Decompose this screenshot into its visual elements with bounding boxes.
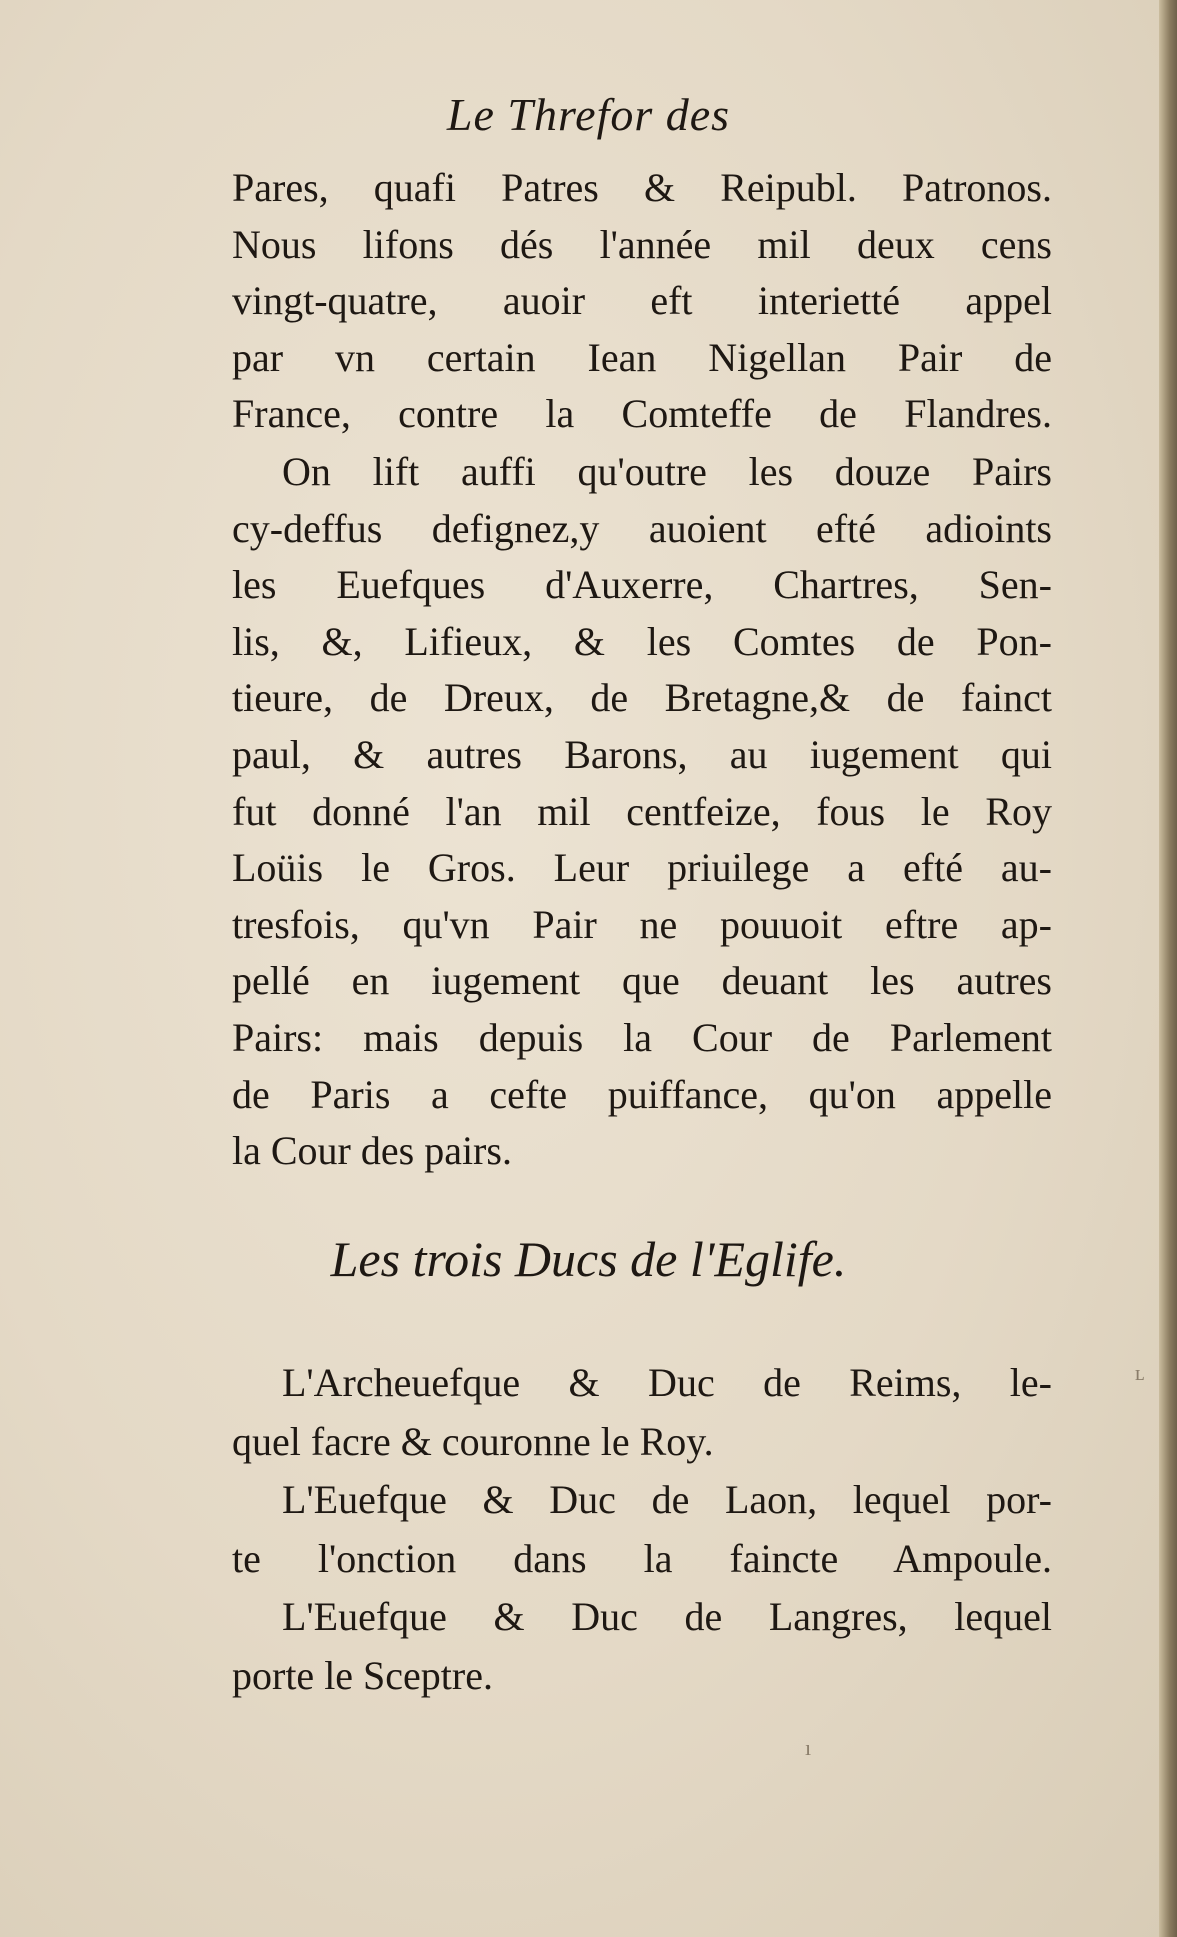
- paragraph-privilege: [232, 444, 1052, 1180]
- text-line: L'Euefque & Duc de Langres, lequel: [282, 1594, 1052, 1639]
- text-line: quel facre & couronne le Roy.: [232, 1418, 714, 1464]
- text-line: fut donné l'an mil centfeize, fous le Roy: [232, 788, 1052, 834]
- paper-speck: ı: [805, 1735, 812, 1760]
- text-line: te l'onction dans la faincte Ampoule.: [232, 1535, 1052, 1581]
- text-line: la Cour des pairs.: [232, 1128, 512, 1174]
- text-line: pellé en iugement que deuant les autres: [232, 958, 1052, 1004]
- binding-edge: [1159, 0, 1177, 1937]
- text-line: L'Archeuefque & Duc de Reims, le-: [282, 1360, 1052, 1405]
- text-line: paul, & autres Barons, au iugement qui: [232, 731, 1052, 777]
- text-line: On lift auffi qu'outre les douze Pairs: [282, 449, 1052, 494]
- text-line: Nous lifons dés l'année mil deux cens: [232, 221, 1052, 267]
- text-line: lis, &, Lifieux, & les Comtes de Pon-: [232, 618, 1052, 664]
- text-line: cy-deffus defignez,y auoient efté adioints: [232, 505, 1052, 551]
- text-line: par vn certain Iean Nigellan Pair de: [232, 334, 1052, 380]
- text-line: tresfois, qu'vn Pair ne pouuoit eftre ap-: [232, 901, 1052, 947]
- text-line: vingt-quatre, auoir eft interietté appel: [232, 278, 1052, 324]
- text-line: France, contre la Comteffe de Flandres.: [232, 391, 1052, 437]
- text-line: porte le Sceptre.: [232, 1652, 493, 1698]
- paragraph-dukes: [232, 1354, 1052, 1705]
- paper-speck: ʟ: [1135, 1360, 1145, 1385]
- text-line: Loüis le Gros. Leur priuilege a efté au-: [232, 845, 1052, 891]
- text-line: les Euefques d'Auxerre, Chartres, Sen-: [232, 562, 1052, 608]
- text-line: Pares, quafi Patres & Reipubl. Patronos.: [232, 165, 1052, 210]
- text-line: L'Euefque & Duc de Laon, lequel por-: [282, 1477, 1052, 1522]
- text-line: Pairs: mais depuis la Cour de Parlement: [232, 1014, 1052, 1060]
- paragraph-peers: [232, 160, 1052, 443]
- section-title: Les trois Ducs de l'Eglife.: [330, 1231, 847, 1287]
- text-line: tieure, de Dreux, de Bretagne,& de fainct: [232, 675, 1052, 721]
- text-line: de Paris a cefte puiffance, qu'on appelle: [232, 1071, 1052, 1117]
- running-head: Le Threfor des: [446, 89, 731, 140]
